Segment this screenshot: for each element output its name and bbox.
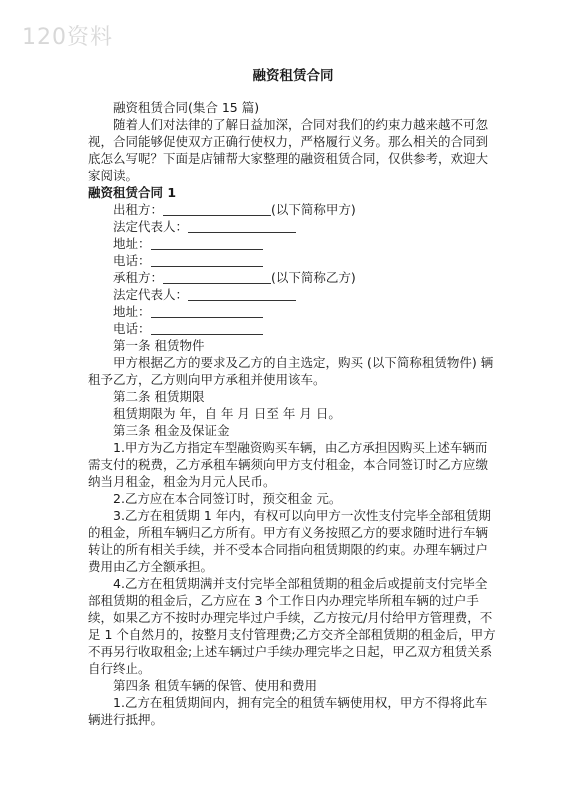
article-3-clause-3: 3.乙方在租赁期 1 年内，有权可以向甲方一次性支付完毕全部租赁期的租金，所租车辆归乙方所有。甲方有义务按照乙方的要求随时进行车辆转让的所有相关手续，并不受本合同指向租赁期限的约束。办理车辆过户费用由乙方全额承担。 [88, 508, 491, 574]
address-field-2: 地址： [88, 303, 498, 320]
legal-rep-field-1: 法定代表人： [88, 218, 498, 235]
address-field-1: 地址： [88, 235, 498, 252]
phone-blank-1 [151, 253, 263, 267]
article-1-title: 第一条 租赁物件 [113, 338, 205, 353]
article-4-title: 第四条 租赁车辆的保管、使用和费用 [113, 678, 317, 693]
article-1-text: 甲方根据乙方的要求及乙方的自主选定，购买 (以下简称租赁物件) 辆租予乙方，乙方则向甲方承租并使用该车。 [88, 355, 494, 387]
article-3-title: 第三条 租金及保证金 [113, 423, 230, 438]
phone-field-1: 电话： [88, 252, 498, 269]
lessee-blank [163, 270, 271, 284]
intro-paragraph: 随着人们对法律的了解日益加深，合同对我们的约束力越来越不可忽视，合同能够促使双方正确行使权力，严格履行义务。那么相关的合同到底怎么写呢？下面是店铺帮大家整理的融资租赁合同，仅供参考，欢迎大家阅读。 [88, 117, 489, 183]
legal-rep-blank-1 [188, 219, 296, 233]
article-2-title: 第二条 租赁期限 [113, 389, 205, 404]
subtitle: 融资租赁合同(集合 15 篇) [113, 100, 260, 115]
article-3-clause-2: 2.乙方应在本合同签订时，预交租金 元。 [113, 491, 342, 506]
lessor-blank [163, 202, 271, 216]
article-3-clause-1: 1.甲方为乙方指定车型融资购买车辆，由乙方承担因购买上述车辆而需支付的税费，乙方承租车辆须向甲方支付租金，本合同签订时乙方应缴纳当月租金，租金为月元人民币。 [88, 440, 489, 489]
article-2-text: 租赁期限为 年，自 年 月 日至 年 月 日。 [113, 406, 341, 421]
address-blank-2 [151, 304, 263, 318]
document-title: 融资租赁合同 [252, 68, 334, 84]
legal-rep-blank-2 [188, 287, 296, 301]
article-3-clause-4: 4.乙方在租赁期满并支付完毕全部租赁期的租金后或提前支付完毕全部租赁期的租金后，乙方应在 3 个工作日内办理完毕所租车辆的过户手续，如果乙方不按时办理完毕过户手续，乙方按元/月付给甲方管理费，不足 1 个自然月的，按整月支付管理费;乙方交齐全部租赁期的租金后，甲方不再另行收取租金;上述车辆过户手续办理完毕之日起，甲乙双方租赁关系自行终止。 [88, 576, 496, 676]
lessee-field: 承租方： (以下简称乙方) [113, 270, 356, 285]
phone-blank-2 [151, 321, 263, 335]
legal-rep-field-2: 法定代表人： [88, 286, 498, 303]
section-heading: 融资租赁合同 1 [88, 185, 177, 200]
lessor-field: 出租方： (以下简称甲方) [113, 202, 356, 217]
document-body [88, 68, 498, 728]
watermark: 120资料 [22, 25, 113, 50]
address-blank-1 [151, 236, 263, 250]
phone-field-2: 电话： [88, 320, 498, 337]
article-4-clause-1: 1.乙方在租赁期间内，拥有完全的租赁车辆使用权，甲方不得将此车辆进行抵押。 [88, 695, 488, 727]
